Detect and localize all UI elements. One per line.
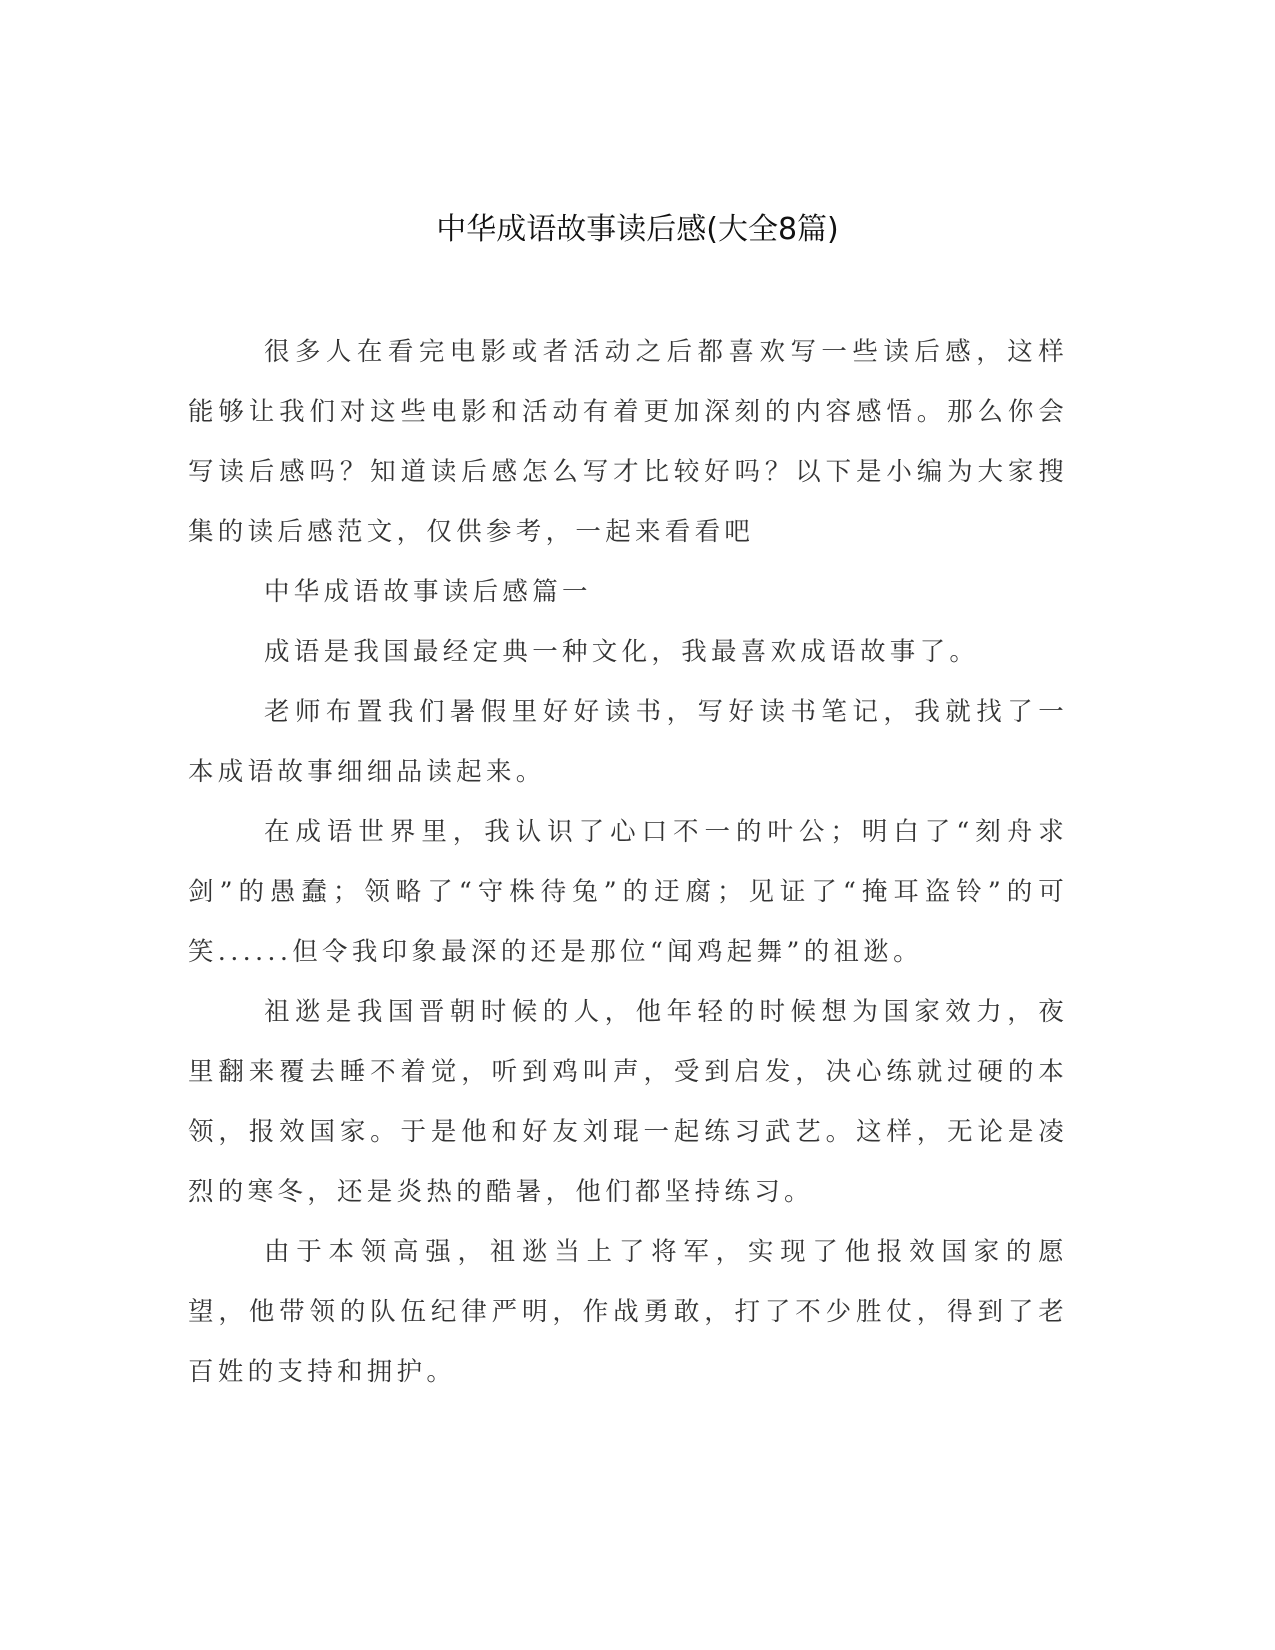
paragraph: 由于本领高强，祖逖当上了将军，实现了他报效国家的愿望，他带领的队伍纪律严明，作战勇敢，打了不少胜仗，得到了老百姓的支持和拥护。 — [188, 1237, 1068, 1387]
section-heading: 中华成语故事读后感篇一 — [264, 577, 592, 607]
paragraph-intro: 很多人在看完电影或者活动之后都喜欢写一些读后感，这样能够让我们对这些电影和活动有着更加深刻的内容感悟。那么你会写读后感吗？知道读后感怎么写才比较好吗？以下是小编为大家搜集的读后感范文，仅供参考，一起来看看吧 — [188, 337, 1068, 547]
document-title: 中华成语故事读后感(大全8篇) — [436, 212, 839, 247]
paragraph: 成语是我国最经定典一种文化，我最喜欢成语故事了。 — [264, 637, 980, 667]
document-body — [188, 322, 1068, 1402]
paragraph: 祖逖是我国晋朝时候的人，他年轻的时候想为国家效力，夜里翻来覆去睡不着觉，听到鸡叫声，受到启发，决心练就过硬的本领，报效国家。于是他和好友刘琨一起练习武艺。这样，无论是凌烈的寒冬，还是炎热的酷暑，他们都坚持练习。 — [188, 997, 1068, 1207]
paragraph: 在成语世界里，我认识了心口不一的叶公；明白了“刻舟求剑”的愚蠢；领略了“守株待兔”的迂腐；见证了“掩耳盗铃”的可笑......但令我印象最深的还是那位“闻鸡起舞”的祖逖。 — [188, 817, 1068, 967]
paragraph: 老师布置我们暑假里好好读书，写好读书笔记，我就找了一本成语故事细细品读起来。 — [188, 697, 1068, 787]
